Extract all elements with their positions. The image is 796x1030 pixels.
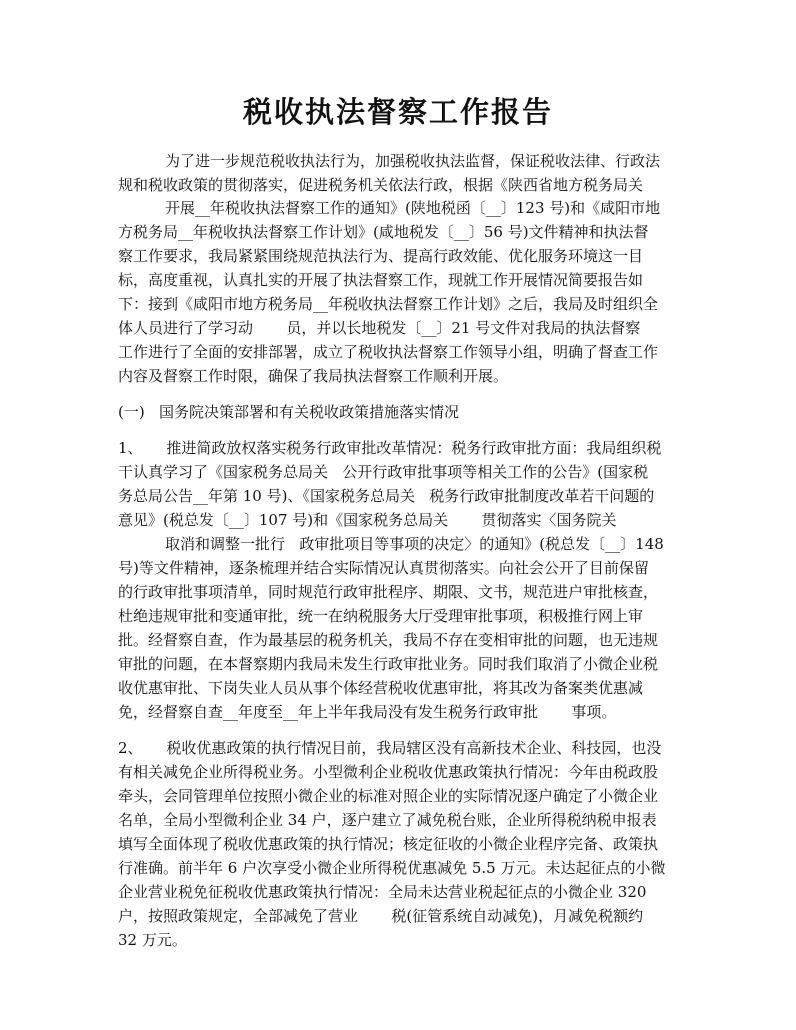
paragraph-line: 1、 推进简政放权落实税务行政审批改革情况：税务行政审批方面：我局组织税: [118, 439, 662, 457]
paragraph-line: 务总局公告__年第 10 号)、《国家税务总局关 税务行政审批制度改革若干问题的: [118, 487, 655, 505]
paragraph-line: 取消和调整一批行 政审批项目等事项的决定〉的通知》(税总发〔__〕148: [165, 535, 664, 553]
paragraph-line: 方税务局__年税收执法督察工作计划》(咸地税发〔__〕56 号)文件精神和执法督: [118, 223, 649, 241]
paragraph-line: 名单，全局小型微利企业 34 户，逐户建立了减免税台账，企业所得税纳税申报表: [118, 811, 657, 829]
paragraph-line: 填写全面体现了税收优惠政策的执行情况；核定征收的小微企业程序完备、政策执: [118, 835, 659, 853]
paragraph-line: 规和税收政策的贯彻落实，促进税务机关依法行政，根据《陕西省地方税务局关: [118, 176, 644, 194]
paragraph-line: 收优惠审批、下岗失业人员从事个体经营税收优惠审批，将其改为备案类优惠减: [118, 679, 644, 697]
paragraph-line: 2、 税收优惠政策的执行情况目前，我局辖区没有高新技术企业、科技园，也没: [118, 739, 662, 757]
document-title: 税收执法督察工作报告: [242, 95, 553, 129]
paragraph-line: 32 万元。: [118, 931, 187, 949]
paragraph-line: 意见》(税总发〔__〕107 号)和《国家税务总局关 贯彻落实〈国务院关: [118, 511, 617, 529]
paragraph-line: 户，按照政策规定，全部减免了营业 税(征管系统自动减免)，月减免税额约: [118, 907, 644, 925]
paragraph-line: 开展__年税收执法督察工作的通知》(陕地税函〔__〕123 号)和《咸阳市地: [165, 199, 661, 217]
paragraph-line: 免，经督察自查__年度至__年上半年我局没有发生税务行政审批 事项。: [118, 703, 617, 721]
paragraph-line: 下：接到《咸阳市地方税务局__年税收执法督察工作计划》之后，我局及时组织全: [118, 295, 659, 313]
paragraph-line: 企业营业税免征税收优惠政策执行情况：全局未达营业税起征点的小微企业 320: [118, 883, 647, 901]
section-heading: (一) 国务院决策部署和有关税收政策措施落实情况: [118, 403, 460, 421]
paragraph-line: 标，高度重视，认真扎实的开展了执法督察工作，现就工作开展情况简要报告如: [118, 271, 644, 289]
paragraph-line: 杜绝违规审批和变通审批，统一在纳税服务大厅受理审批事项，积极推行网上审: [118, 607, 644, 625]
paragraph-line: 有相关减免企业所得税业务。小型微利企业税收优惠政策执行情况：今年由税政股: [118, 763, 659, 781]
paragraph-line: 内容及督察工作时限，确保了我局执法督察工作顺利开展。: [118, 367, 509, 385]
paragraph-line: 行准确。前半年 6 户次享受小微企业所得税优惠减免 5.5 万元。未达起征点的小微: [118, 859, 666, 877]
paragraph-line: 牵头，会同管理单位按照小微企业的标准对照企业的实际情况逐户确定了小微企业: [118, 787, 659, 805]
paragraph-line: 察工作要求，我局紧紧围绕规范执法行为、提高行政效能、优化服务环境这一目: [118, 247, 644, 265]
paragraph-line: 工作进行了全面的安排部署，成立了税收执法督察工作领导小组，明确了督查工作: [118, 343, 659, 361]
paragraph-line: 审批的问题，在本督察期内我局未发生行政审批业务。同时我们取消了小微企业税: [118, 655, 659, 673]
paragraph-line: 的行政审批事项清单，同时规范行政审批程序、期限、文书，规范进户审批核查，: [118, 583, 659, 601]
paragraph-line: 干认真学习了《国家税务总局关 公开行政审批事项等相关工作的公告》(国家税: [118, 463, 649, 481]
paragraph-line: 批。经督察自查，作为最基层的税务机关，我局不存在变相审批的问题，也无违规: [118, 631, 659, 649]
paragraph-line: 体人员进行了学习动 员，并以长地税发〔__〕21 号文件对我局的执法督察: [118, 319, 641, 337]
paragraph-line: 号)等文件精神，逐条梳理并结合实际情况认真贯彻落实。向社会公开了目前保留: [118, 559, 649, 577]
paragraph-line: 为了进一步规范税收执法行为，加强税收执法监督，保证税收法律、行政法: [165, 152, 661, 170]
